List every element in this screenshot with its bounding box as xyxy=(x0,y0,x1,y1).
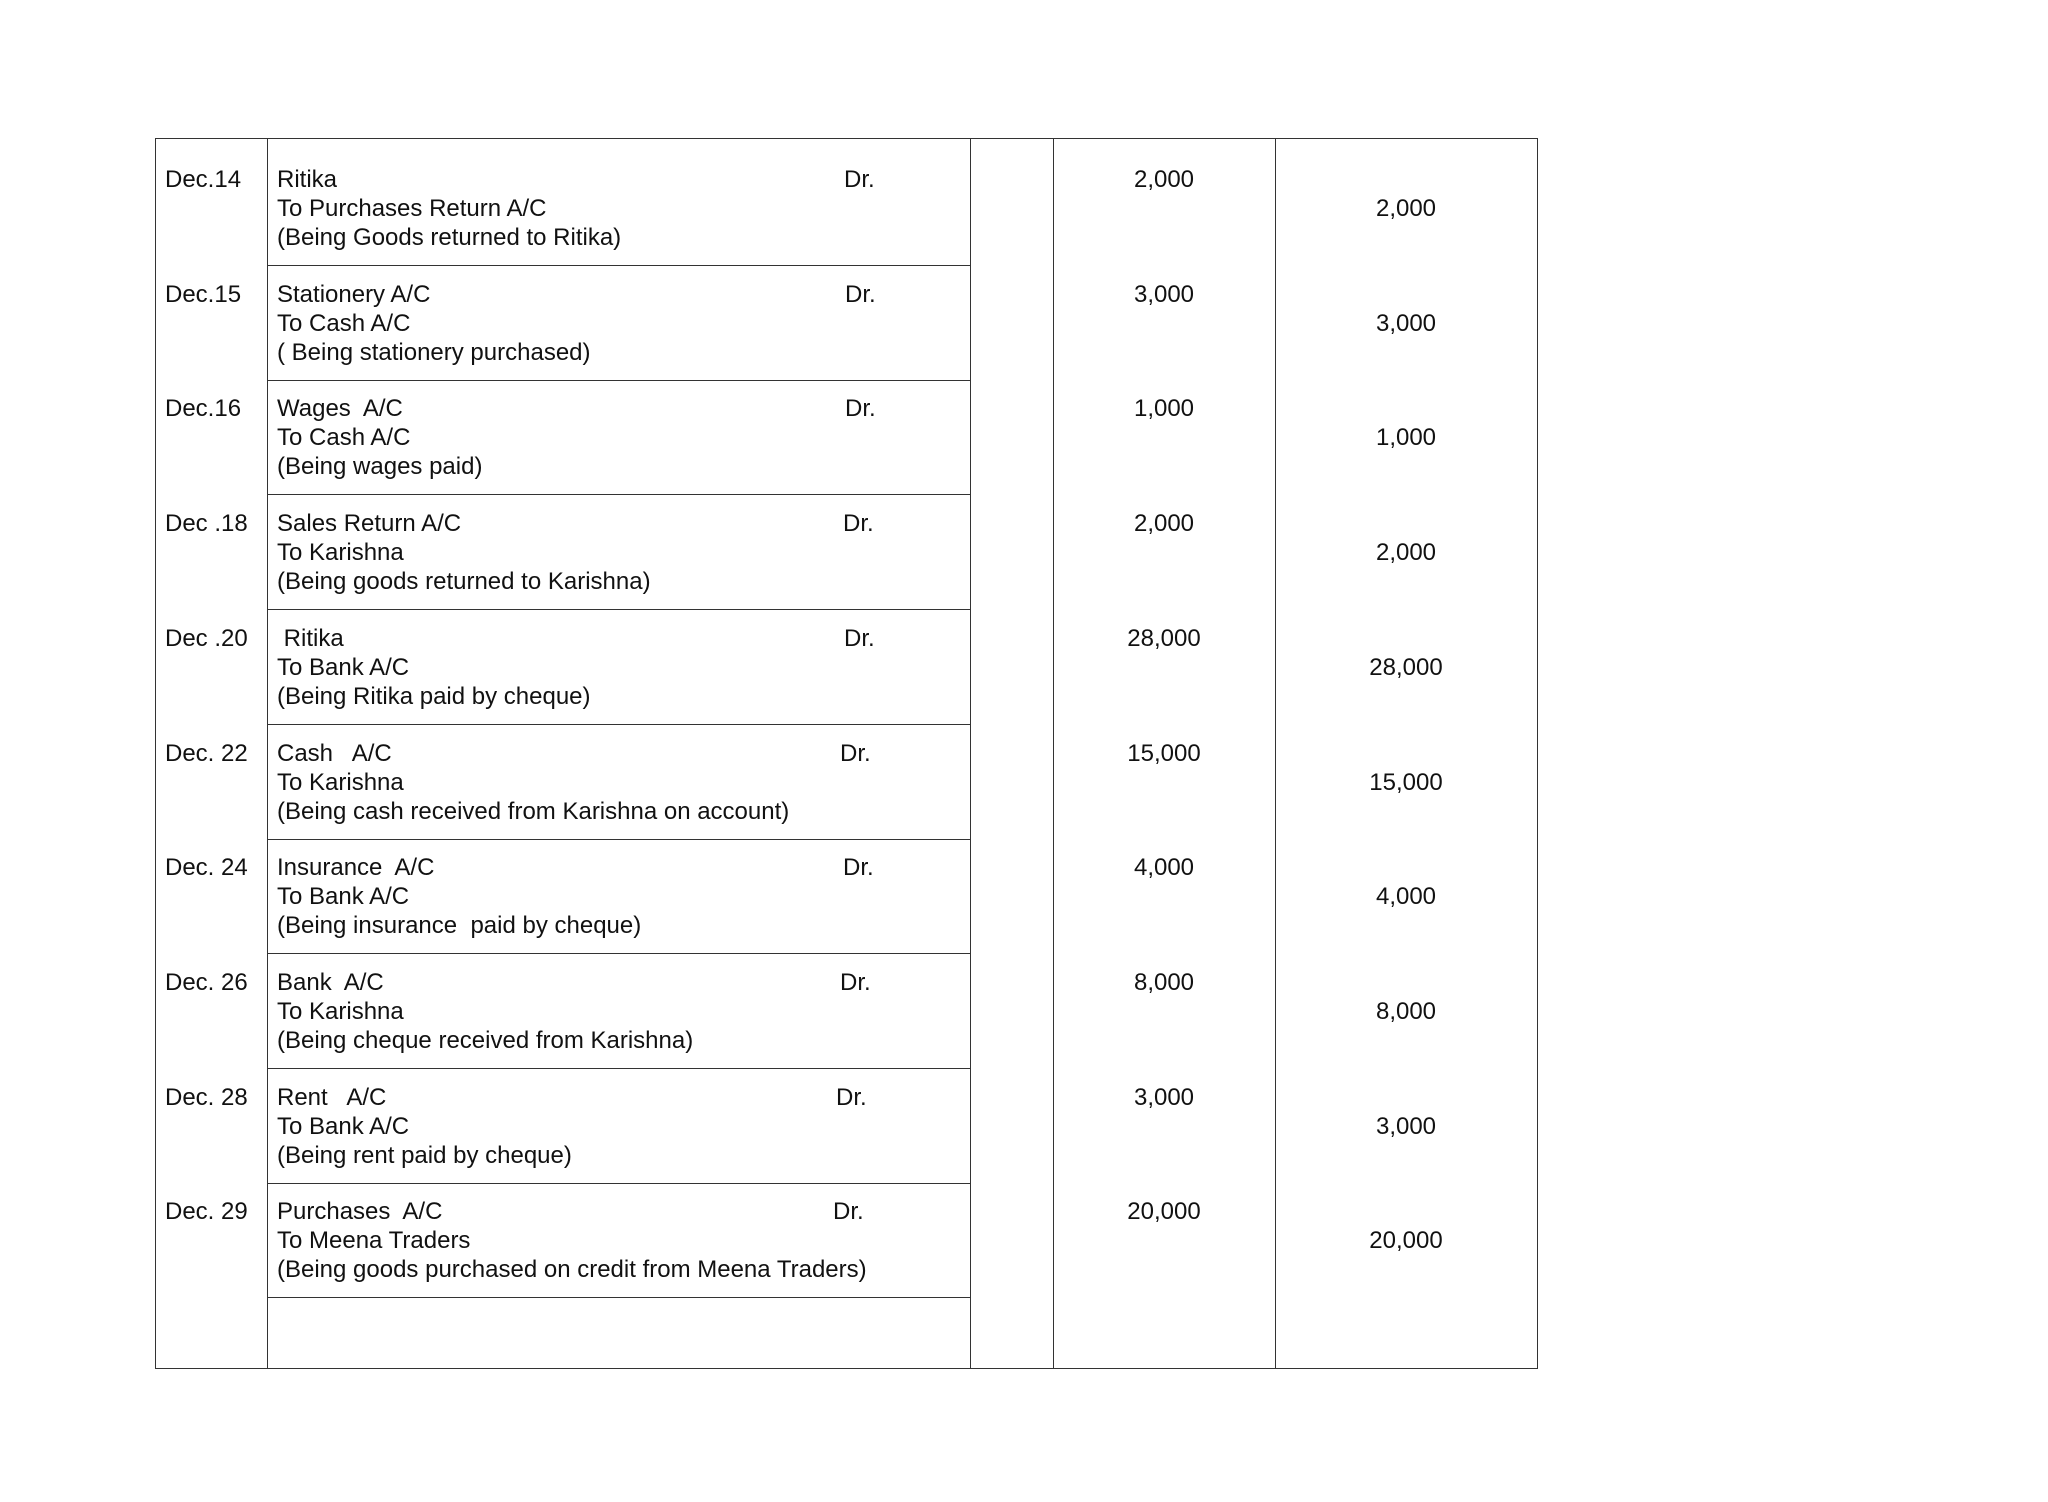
credit-account: To Meena Traders xyxy=(277,1227,471,1255)
credit-amount: 8,000 xyxy=(1375,997,1437,1025)
narration: (Being goods purchased on credit from Meena Traders) xyxy=(277,1256,867,1284)
credit-amount: 28,000 xyxy=(1369,653,1443,681)
narration: (Being cash received from Karishna on account) xyxy=(277,797,790,825)
narration: (Being goods returned to Karishna) xyxy=(277,568,651,596)
entry-date: Dec.15 xyxy=(165,280,242,308)
debit-account: Ritika xyxy=(277,166,338,193)
debit-account: Stationery A/C xyxy=(277,280,431,308)
debit-amount: 2,000 xyxy=(1133,510,1195,538)
narration: ( Being stationery purchased) xyxy=(277,338,591,366)
debit-account: Wages A/C xyxy=(277,395,403,423)
narration: (Being cheque received from Karishna) xyxy=(277,1026,694,1054)
entry-date: Dec. 24 xyxy=(165,854,248,882)
dr-label: Dr. xyxy=(836,1083,867,1111)
debit-amount: 28,000 xyxy=(1127,624,1201,652)
dr-label: Dr. xyxy=(844,166,875,193)
debit-account: Sales Return A/C xyxy=(277,510,462,538)
debit-amount: 8,000 xyxy=(1133,968,1195,996)
debit-account: Insurance A/C xyxy=(277,854,435,882)
entry-separator xyxy=(267,609,970,610)
credit-account: To Bank A/C xyxy=(277,1112,410,1140)
dr-label: Dr. xyxy=(840,739,871,767)
narration: (Being wages paid) xyxy=(277,453,483,481)
credit-account: To Bank A/C xyxy=(277,883,410,911)
dr-label: Dr. xyxy=(840,968,871,996)
credit-account: To Karishna xyxy=(277,997,404,1025)
entry-date: Dec. 26 xyxy=(165,968,248,996)
debit-account: Rent A/C xyxy=(277,1083,387,1111)
credit-account: To Karishna xyxy=(277,768,404,796)
dr-label: Dr. xyxy=(833,1198,864,1226)
credit-amount: 15,000 xyxy=(1369,768,1443,796)
entry-separator xyxy=(267,1183,970,1184)
entry-separator xyxy=(267,1297,970,1298)
credit-amount: 1,000 xyxy=(1375,424,1437,452)
dr-label: Dr. xyxy=(844,624,875,652)
column-divider-date xyxy=(267,139,268,1368)
debit-amount: 3,000 xyxy=(1133,1083,1195,1111)
debit-account: Purchases A/C xyxy=(277,1198,443,1226)
entry-date: Dec .18 xyxy=(165,510,248,538)
credit-amount: 4,000 xyxy=(1375,883,1437,911)
credit-amount: 2,000 xyxy=(1375,195,1437,222)
debit-account: Ritika xyxy=(277,624,344,652)
debit-amount: 1,000 xyxy=(1133,395,1195,423)
debit-amount: 15,000 xyxy=(1127,739,1201,767)
dr-label: Dr. xyxy=(845,395,876,423)
entry-date: Dec .20 xyxy=(165,624,248,652)
debit-amount: 2,000 xyxy=(1133,166,1195,193)
credit-account: To Karishna xyxy=(277,539,404,567)
entry-date: Dec.14 xyxy=(165,166,242,193)
credit-amount: 3,000 xyxy=(1375,309,1437,337)
narration: (Being insurance paid by cheque) xyxy=(277,912,642,940)
credit-account: To Cash A/C xyxy=(277,424,411,452)
debit-amount: 20,000 xyxy=(1127,1198,1201,1226)
credit-account: To Cash A/C xyxy=(277,309,411,337)
dr-label: Dr. xyxy=(843,854,874,882)
narration: (Being Goods returned to Ritika) xyxy=(277,224,622,251)
credit-account: To Purchases Return A/C xyxy=(277,195,547,222)
entry-separator xyxy=(267,265,970,266)
debit-account: Cash A/C xyxy=(277,739,392,767)
dr-label: Dr. xyxy=(845,280,876,308)
narration: (Being Ritika paid by cheque) xyxy=(277,682,591,710)
credit-account: To Bank A/C xyxy=(277,653,410,681)
column-divider-particulars xyxy=(970,139,971,1368)
column-divider-debit xyxy=(1275,139,1276,1368)
entry-separator xyxy=(267,1068,970,1069)
journal-table xyxy=(155,138,1538,1369)
entry-separator xyxy=(267,953,970,954)
dr-label: Dr. xyxy=(843,510,874,538)
debit-amount: 4,000 xyxy=(1133,854,1195,882)
entry-separator xyxy=(267,494,970,495)
entry-date: Dec. 28 xyxy=(165,1083,248,1111)
entry-separator xyxy=(267,724,970,725)
entry-date: Dec. 22 xyxy=(165,739,248,767)
entry-separator xyxy=(267,380,970,381)
credit-amount: 3,000 xyxy=(1375,1112,1437,1140)
entry-date: Dec.16 xyxy=(165,395,242,423)
credit-amount: 20,000 xyxy=(1369,1227,1443,1255)
debit-amount: 3,000 xyxy=(1133,280,1195,308)
debit-account: Bank A/C xyxy=(277,968,384,996)
credit-amount: 2,000 xyxy=(1375,539,1437,567)
narration: (Being rent paid by cheque) xyxy=(277,1141,572,1169)
entry-date: Dec. 29 xyxy=(165,1198,248,1226)
entry-separator xyxy=(267,839,970,840)
